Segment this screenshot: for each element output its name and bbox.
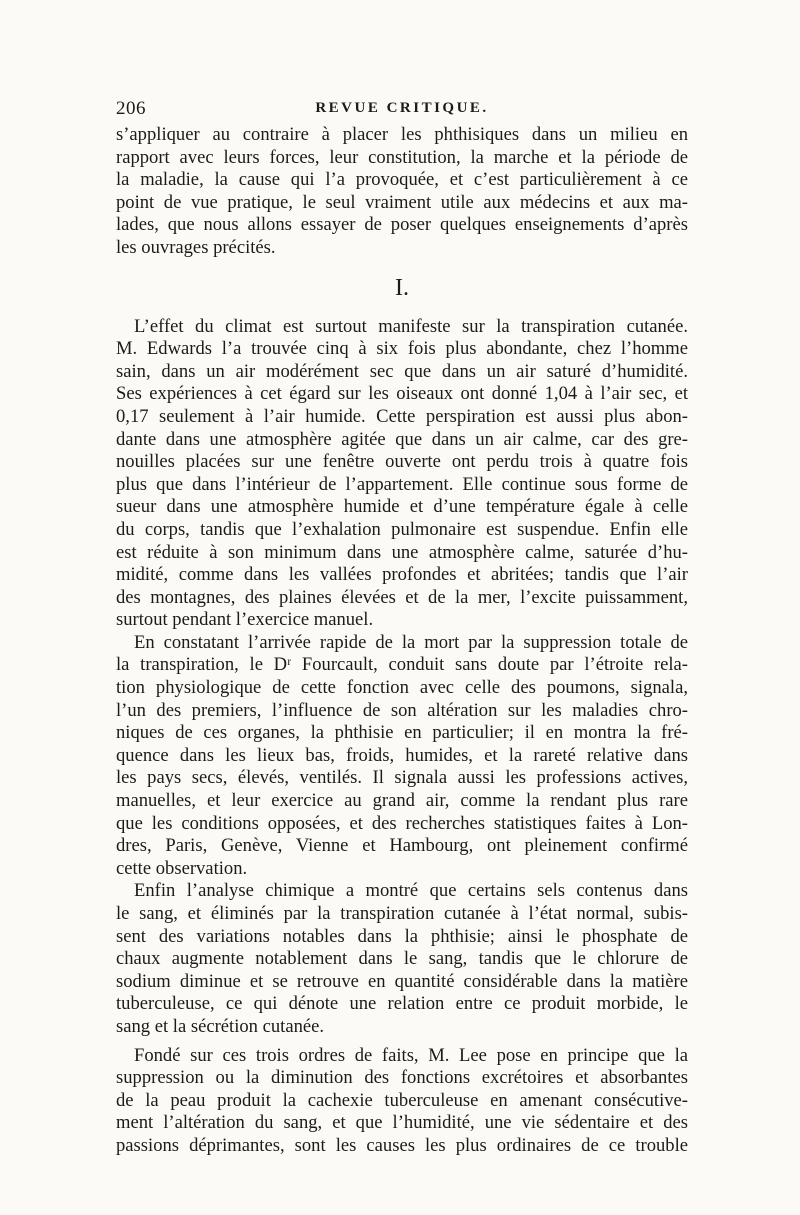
text-line: lades, que nous allons essayer de poser quelques enseignements d’après [116, 214, 688, 236]
body-text [116, 124, 688, 1158]
paragraph-climate-effect [116, 316, 688, 632]
text-line: sodium diminue et se retrouve en quantité considérable dans la matière [116, 970, 688, 992]
section-heading: I. [395, 274, 409, 301]
text-line: les pays secs, élevés, ventilés. Il signala aussi les professions actives, [116, 767, 688, 789]
running-title: REVUE CRITIQUE. [315, 100, 489, 116]
text-line: rapport avec leurs forces, leur constitution, la marche et la période de [116, 146, 688, 168]
text-line: sang et la sécrétion cutanée. [116, 1015, 325, 1037]
text-line: niques de ces organes, la phthisie en particulier; il en montra la fré- [116, 722, 688, 744]
text-line: de la peau produit la cachexie tuberculeuse en amenant consécutive- [116, 1089, 688, 1111]
text-line: sent des variations notables dans la phthisie; ainsi le phosphate de [116, 925, 688, 947]
text-line: cette observation. [116, 857, 248, 879]
text-line: passions déprimantes, sont les causes les plus ordinaires de ce trouble [116, 1134, 688, 1156]
text-line: ment l’altération du sang, et que l’humidité, une vie sédentaire et des [116, 1112, 688, 1134]
text-line: 0,17 seulement à l’air humide. Cette perspiration est aussi plus abon- [116, 405, 688, 427]
text-line: surtout pendant l’exercice manuel. [116, 609, 374, 631]
text-line: Enfin l’analyse chimique a montré que certains sels contenus dans [134, 880, 688, 902]
text-line: Fondé sur ces trois ordres de faits, M. Lee pose en principe que la [134, 1044, 688, 1066]
text-line: chaux augmente notablement dans le sang, tandis que le chlorure de [116, 948, 688, 970]
text-line: nouilles placées sur une fenêtre ouverte ont perdu trois à quatre fois [116, 451, 688, 473]
text-line: l’un des premiers, l’influence de son altération sur les maladies chro- [116, 699, 688, 721]
text-line: midité, comme dans les vallées profondes et abritées; tandis que l’air [116, 564, 688, 586]
text-line: tion physiologique de cette fonction avec celle des poumons, signala, [116, 677, 688, 699]
text-line: dante dans une atmosphère agitée que dans un air calme, car des gre- [116, 428, 688, 450]
page-number: 206 [116, 98, 146, 119]
text-line: sueur dans une atmosphère humide et d’une température égale à celle [116, 496, 688, 518]
text-line: L’effet du climat est surtout manifeste sur la transpiration cutanée. [134, 315, 688, 337]
text-line: des montagnes, des plaines élevées et de la mer, l’excite puissamment, [116, 586, 688, 608]
text-line: quence dans les lieux bas, froids, humides, et la rareté relative dans [116, 744, 688, 766]
text-line: est réduite à son minimum dans une atmosphère calme, saturée d’hu- [116, 541, 688, 563]
text-line: sain, dans un air modérément sec que dans un air saturé d’humidité. [116, 360, 688, 382]
text-line: manuelles, et leur exercice au grand air, comme la rendant plus rare [116, 790, 688, 812]
text-line: la transpiration, le Dʳ Fourcault, conduit sans doute par l’étroite rela- [116, 654, 688, 676]
text-line: que les conditions opposées, et des recherches statistiques faites à Lon- [116, 812, 688, 834]
text-line: M. Edwards l’a trouvée cinq à six fois plus abondante, chez l’homme [116, 338, 688, 360]
text-line: suppression ou la diminution des fonctions excrétoires et absorbantes [116, 1067, 688, 1089]
paragraph-intro-continuation [116, 124, 688, 260]
text-line: le sang, et éliminés par la transpiration cutanée à l’état normal, subis- [116, 903, 688, 924]
text-line: s’appliquer au contraire à placer les phthisiques dans un milieu en [116, 124, 688, 145]
text-line: En constatant l’arrivée rapide de la mort par la suppression totale de [134, 631, 688, 653]
paragraph-fourcault [116, 632, 688, 881]
paragraph-chemical-analysis [116, 880, 688, 1038]
text-line: point de vue pratique, le seul vraiment utile aux médecins et aux ma- [116, 191, 688, 213]
text-line: dres, Paris, Genève, Vienne et Hambourg, ont pleinement confirmé [116, 835, 688, 857]
page-header [116, 98, 688, 122]
text-line: les ouvrages précités. [116, 236, 276, 258]
text-line: tuberculeuse, ce qui dénote une relation entre ce produit morbide, le [116, 993, 688, 1015]
text-line: la maladie, la cause qui l’a provoquée, et c’est particulièrement à ce [116, 169, 688, 191]
text-line: plus que dans l’intérieur de l’appartement. Elle continue sous forme de [116, 473, 688, 495]
text-line: Ses expériences à cet égard sur les oiseaux ont donné 1,04 à l’air sec, et [116, 383, 688, 405]
text-line: du corps, tandis que l’exhalation pulmonaire est suspendue. Enfin elle [116, 518, 688, 540]
paragraph-lee-principle [116, 1045, 688, 1158]
